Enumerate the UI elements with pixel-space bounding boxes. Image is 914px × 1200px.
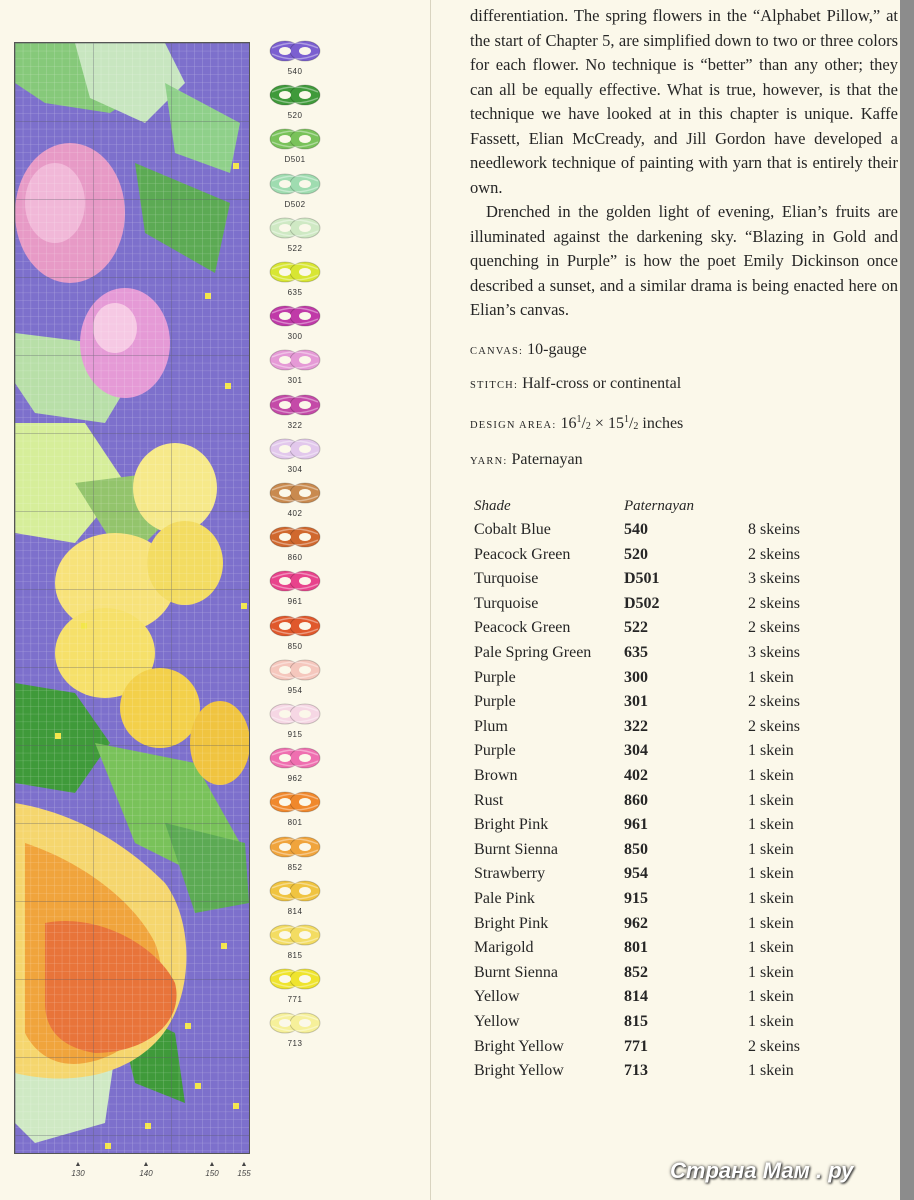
cell-code: 801 [624,939,648,957]
cell-shade: Purple [474,668,516,686]
cell-qty: 1 skein [748,791,794,809]
yarn-code: 322 [287,420,303,430]
yarn-skein-icon [268,655,322,685]
cell-qty: 1 skein [748,668,794,686]
yarn-skein-icon [268,36,322,66]
yarn-code: 304 [287,464,303,474]
cell-shade: Plum [474,717,508,735]
yarn-skein-icon [268,566,322,596]
yarn-swatch [262,301,328,345]
cell-qty: 2 skeins [748,1037,800,1055]
cell-qty: 1 skein [748,988,794,1006]
cell-shade: Cobalt Blue [474,521,551,538]
yarn-swatch [262,345,328,389]
yarn-swatch [262,124,328,168]
yarn-code: 961 [287,597,303,607]
yarn-code: 801 [287,818,303,828]
yarn-skein-icon [268,124,322,154]
table-row [474,543,874,568]
width-value: $16^1/_2$ [560,414,591,432]
yarn-code: 522 [287,243,303,253]
cell-qty: 1 skein [748,816,794,834]
yarn-code: 850 [287,641,303,651]
table-row [474,789,874,814]
yarn-skein-icon [268,301,322,331]
yarn-swatch [262,920,328,964]
table-row [474,936,874,961]
spec-label: YARN: [470,456,508,467]
cell-shade: Yellow [474,988,520,1006]
cell-qty: 1 skein [748,1062,794,1080]
table-row [474,961,874,986]
cell-code: 850 [624,840,648,858]
cell-code: 771 [624,1037,648,1055]
needlepoint-chart [14,42,250,1154]
yarn-swatch [262,169,328,213]
header-shade: Shade [474,498,511,514]
cell-shade: Turquoise [474,570,539,588]
table-row [474,1059,874,1084]
cell-qty: 1 skein [748,742,794,760]
cell-qty: 1 skein [748,1013,794,1030]
spec-design-area: DESIGN AREA: $16^1/_2 \times 15^1/_2$ inches [470,414,684,432]
yarn-swatch [262,213,328,257]
cell-code: 962 [624,914,648,932]
yarn-code: 814 [287,906,303,916]
table-row [474,641,874,666]
yarn-code: 852 [287,862,303,872]
cell-qty: 1 skein [748,890,794,907]
cell-code: 402 [624,767,648,784]
table-row [474,690,874,715]
height-value: $15^1/_2$ [607,414,639,432]
spec-value: Half-cross or continental [522,375,682,392]
spec-label: STITCH: [470,380,519,391]
body-paragraph: Drenched in the golden light of evening, Elian’s fruits are illuminated against the darkening sky. “Blazing in Gold and quenching in Purple” is how the poet Emily Dickinson once described a sunset, and a similar drama is being enacted here on Elian’s canvas. [470,202,898,319]
yarn-code: D501 [284,155,306,165]
axis-tick: ▲ 140 [139,1161,153,1178]
yarn-swatch [262,80,328,124]
yarn-swatch [262,964,328,1008]
table-row [474,912,874,937]
spec-value: Paternayan [511,451,583,468]
cell-shade: Rust [474,791,504,809]
spec-value: 10-gauge [527,341,587,358]
table-row [474,985,874,1010]
yarn-skein-icon [268,964,322,994]
cell-shade: Brown [474,767,518,784]
yarn-code: 520 [287,111,303,121]
cell-code: 713 [624,1062,648,1080]
table-row [474,1010,874,1035]
axis-tick: ▲ 155 [237,1161,251,1178]
cell-qty: 1 skein [748,914,794,932]
yarn-skein-icon [268,876,322,906]
yarn-skein-icon [268,169,322,199]
cell-shade: Bright Yellow [474,1062,564,1080]
yarn-code: 954 [287,685,303,695]
yarn-skein-icon [268,390,322,420]
yarn-skein-icon [268,787,322,817]
cell-shade: Bright Yellow [474,1037,564,1055]
yarn-code: 771 [287,995,303,1005]
spec-stitch [470,372,681,399]
yarn-skein-icon [268,699,322,729]
yarn-swatch [262,743,328,787]
cell-qty: 3 skeins [748,570,800,588]
yarn-code: 860 [287,553,303,563]
table-row [474,739,874,764]
cell-qty: 2 skeins [748,619,800,637]
cell-code: 522 [624,619,648,637]
cell-code: 915 [624,890,648,907]
cell-code: 635 [624,644,648,661]
yarn-swatch [262,434,328,478]
cell-code: 961 [624,816,648,834]
cell-code: 322 [624,717,648,735]
table-row [474,666,874,691]
yarn-skein-icon [268,1008,322,1038]
table-row [474,715,874,740]
cell-code: D501 [624,570,660,588]
axis-tick: ▲ 150 [205,1161,219,1178]
cell-shade: Turquoise [474,594,539,612]
yarn-skein-icon [268,80,322,110]
cell-shade: Bright Pink [474,816,549,834]
table-row [474,862,874,887]
yarn-skein-icon [268,743,322,773]
table-row [474,567,874,592]
cell-shade: Purple [474,742,516,760]
yarn-code: 300 [287,332,303,342]
yarn-skein-icon [268,611,322,641]
yarn-skein-icon [268,257,322,287]
spec-label: DESIGN AREA: [470,420,557,431]
cell-shade: Peacock Green [474,545,571,563]
cell-code: 300 [624,668,648,686]
cell-shade: Strawberry [474,865,546,883]
yarn-code: 635 [287,288,303,297]
table-row [474,764,874,789]
yarn-skein-icon [268,478,322,508]
cell-code: 860 [624,791,648,809]
cell-qty: 1 skein [748,840,794,858]
cell-code: 540 [624,521,648,538]
table-row [474,592,874,617]
cell-qty: 2 skeins [748,594,800,612]
yarn-swatch [262,611,328,655]
yarn-skein-icon [268,345,322,375]
cell-shade: Marigold [474,939,534,957]
yarn-swatch [262,522,328,566]
cell-qty: 8 skeins [748,521,800,538]
yarn-skein-icon [268,434,322,464]
table-row [474,813,874,838]
cell-code: 815 [624,1013,648,1030]
cell-code: D502 [624,594,660,612]
cell-qty: 3 skeins [748,644,800,661]
table-row [474,887,874,912]
body-paragraph: differentiation. The spring flowers in the “Alphabet Pillow,” at the start of Chapter 5, are simplified down to two or three colors for each flower. No technique is “better” than any other; they can all be equally effective. What is true, however, is that the technique we have looked at in this chapter is unique. Kaffe Fassett, Elian McCready, and Jill Gordon have developed a needlework technique of painting with yarn that is entirely their own. [470,6,898,197]
yarn-code: 815 [287,951,303,960]
cell-qty: 1 skein [748,865,794,883]
yarn-code: D502 [284,199,306,209]
yarn-swatch [262,787,328,831]
table-row [474,518,874,543]
table-row [474,616,874,641]
header-brand: Paternayan [624,498,694,514]
cell-shade: Pale Spring Green [474,644,592,661]
cell-code: 852 [624,963,648,981]
cell-qty: 2 skeins [748,717,800,735]
yarn-code: 962 [287,774,303,784]
yarn-code: 402 [287,509,303,518]
table-row [474,838,874,863]
cell-qty: 1 skein [748,767,794,784]
spec-canvas [470,338,587,365]
cell-code: 304 [624,742,648,760]
yarn-skein-icon [268,522,322,552]
cell-code: 520 [624,545,648,563]
chart-grid [15,43,249,1153]
yarn-swatch [262,478,328,522]
yarn-swatch [262,832,328,876]
cell-code: 814 [624,988,648,1006]
cell-qty: 2 skeins [748,693,800,711]
yarn-swatch [262,36,328,80]
column-divider [430,0,431,1200]
cell-code: 954 [624,865,648,883]
yarn-swatch [262,699,328,743]
cell-qty: 2 skeins [748,545,800,563]
yarn-skein-icon [268,832,322,862]
axis-tick: ▲ 130 [71,1161,85,1178]
cell-shade: Burnt Sienna [474,840,558,858]
cell-shade: Burnt Sienna [474,963,558,981]
table-row [474,1035,874,1060]
cell-code: 301 [624,693,648,711]
yarn-code: 915 [287,730,303,739]
yarn-swatch [262,876,328,920]
yarn-skein-icon [268,213,322,243]
cell-shade: Purple [474,693,516,711]
cell-shade: Bright Pink [474,914,549,932]
spec-label: CANVAS: [470,346,524,357]
spec-yarn [470,448,583,475]
yarn-swatch [262,655,328,699]
cell-qty: 1 skein [748,939,794,957]
yarn-swatch [262,390,328,434]
yarn-swatch [262,566,328,610]
yarn-code: 540 [287,67,303,76]
yarn-swatch [262,257,328,301]
yarn-code: 713 [287,1039,303,1049]
watermark: Страна Мам . ру [670,1158,854,1183]
cell-shade: Yellow [474,1013,520,1030]
cell-shade: Peacock Green [474,619,571,637]
cell-qty: 1 skein [748,963,794,981]
cell-shade: Pale Pink [474,890,535,907]
yarn-code: 301 [287,376,303,386]
yarn-skein-icon [268,920,322,950]
yarn-swatch [262,1008,328,1052]
